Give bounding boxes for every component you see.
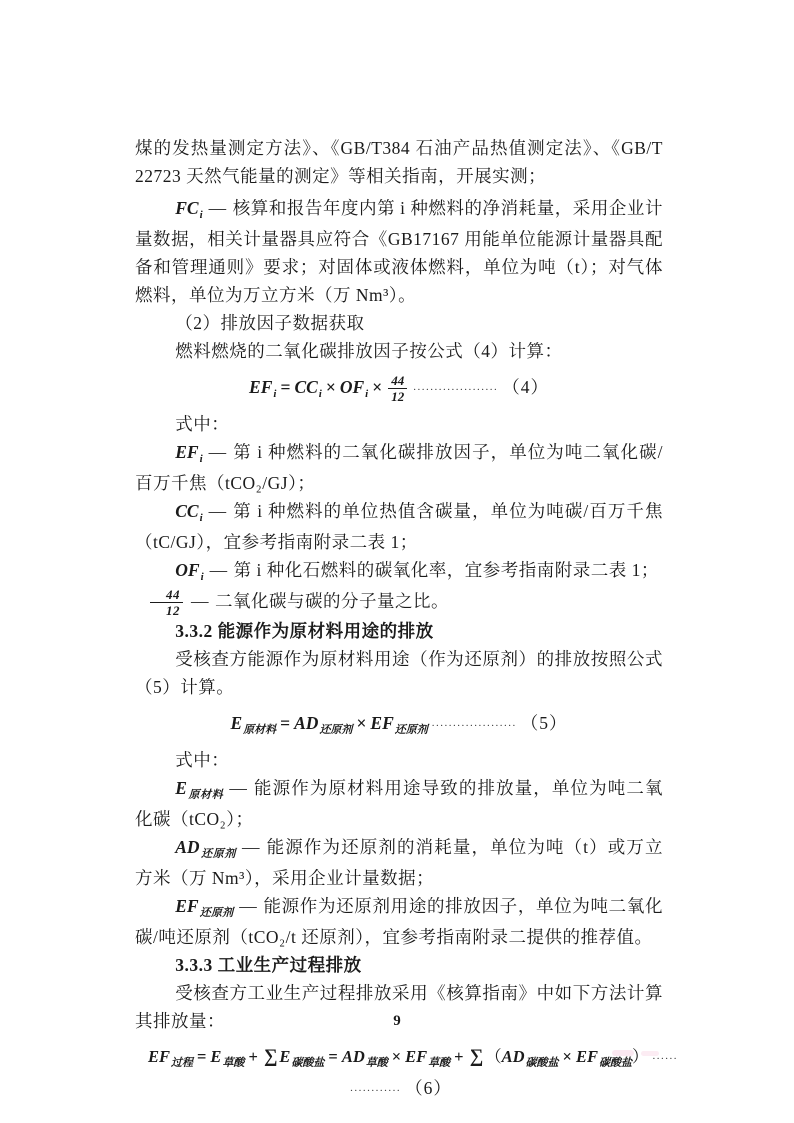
formula-6-line2	[135, 1074, 663, 1102]
formula-6-line1	[135, 1041, 678, 1074]
plus-operator: +	[454, 1047, 464, 1067]
em-dash: —	[209, 560, 228, 580]
variable-ef-reducer: $EF_{还原剂}$	[370, 713, 428, 737]
variable-e-oxalic: $E_{草酸}$	[210, 1047, 245, 1070]
paragraph-333-intro: 受核查方工业生产过程排放采用《核算指南》中如下方法计算其排放量：	[135, 983, 663, 1032]
page-number: 9	[393, 1013, 401, 1029]
definition-ratio-text: 二氧化碳与碳的分子量之比。	[215, 591, 449, 611]
em-dash: —	[229, 778, 248, 799]
definition-ad-reducer	[135, 833, 663, 892]
variable-ad-carbonate: $AD_{碳酸盐}$	[501, 1047, 559, 1070]
sigma-sum-icon: ∑	[263, 1046, 278, 1068]
formula-4-label: （4）	[502, 377, 549, 397]
definition-ad-text: 能源作为还原剂的消耗量，单位为吨（t）或万立方米（万 Nm³），采用企业计量数据；	[135, 837, 663, 889]
variable-of: $OF_i$	[175, 560, 204, 583]
variable-ef: $EF_i$	[249, 377, 277, 400]
variable-ef-reducer: $EF_{还原剂}$	[175, 896, 234, 920]
variable-fc-subscript: i	[199, 209, 203, 221]
paragraph-standards-continuation: 煤的发热量测定方法》、《GB/T384 石油产品热值测定法》、《GB/T 22723 天然气能量的测定》等相关指南，开展实测；	[135, 138, 663, 186]
variable-ef: $EF_i$	[175, 442, 203, 465]
heading-3-3-2: 3.3.2 能源作为原材料用途的排放	[175, 621, 434, 642]
em-dash: —	[239, 896, 258, 917]
equals-operator: =	[197, 1047, 207, 1067]
definition-ef	[135, 438, 663, 497]
dotted-leader: ............	[350, 1082, 402, 1095]
document-body	[135, 134, 678, 1104]
dotted-leader: ......	[652, 1050, 678, 1063]
variable-e-raw-material: $E_{原材料}$	[230, 713, 277, 737]
variable-fc: $FC_i$	[175, 198, 203, 221]
variable-ef-process: $EF_{过程}$	[148, 1047, 194, 1070]
formula-5-label: （5）	[520, 713, 568, 734]
definition-e-raw-material	[135, 774, 663, 833]
fraction-44-12: $\frac{44}{12}$	[150, 588, 183, 617]
formula-6-label: （6）	[405, 1078, 452, 1099]
variable-ad-oxalic: $AD_{草酸}$	[341, 1047, 388, 1070]
definition-ef-reducer	[135, 892, 663, 951]
paragraph-formula4-intro: 燃料燃烧的二氧化碳排放因子按公式（4）计算：	[175, 341, 563, 361]
scan-artifact	[641, 1051, 659, 1056]
fraction-44-12: $\frac{44}{12}$	[388, 374, 407, 403]
heading-3-3-3: 3.3.3 工业生产过程排放	[175, 955, 362, 976]
plus-operator: +	[248, 1047, 258, 1067]
variable-cc: $CC_i$	[294, 377, 322, 400]
dotted-leader: ....................	[431, 717, 517, 730]
definition-ef2-text: 能源作为还原剂用途的排放因子，单位为吨二氧化碳/吨还原剂（tCO₂/t 还原剂），宜参考指南附录二提供的推荐值。	[135, 896, 664, 948]
variable-ad-reducer: $AD_{还原剂}$	[175, 837, 237, 861]
em-dash: —	[242, 837, 261, 858]
variable-of: $OF_i$	[339, 377, 369, 400]
close-paren: ）	[631, 1047, 649, 1067]
definition-fc-text: 核算和报告年度内第 i 种燃料的净消耗量，采用企业计量数据，相关计量器具应符合《GB17167 用能单位能源计量器具配备和管理通则》要求；对固体或液体燃料，单位为吨（t）；对气体燃料，单位为万立方米（万 Nm³）。	[135, 198, 663, 305]
formula-4	[135, 372, 663, 405]
variable-e-raw-material: $E_{原材料}$	[175, 778, 224, 802]
multiply-operator: ×	[372, 377, 383, 397]
formula-5	[135, 708, 663, 741]
multiply-operator: ×	[356, 713, 367, 734]
definition-cc	[135, 497, 663, 556]
definition-of	[135, 556, 663, 587]
definition-of-text: 第 i 种化石燃料的碳氧化率，宜参考指南附录二表 1；	[233, 560, 659, 580]
multiply-operator: ×	[562, 1047, 572, 1067]
definition-fc	[135, 194, 663, 309]
definition-ef-text: 第 i 种燃料的二氧化碳排放因子，单位为吨二氧化碳/百万千焦（tCO₂/GJ）；	[135, 442, 663, 493]
em-dash: —	[208, 198, 227, 218]
variable-e-carbonate: $E_{碳酸盐}$	[279, 1047, 325, 1070]
definition-e-text: 能源作为原材料用途导致的排放量，单位为吨二氧化碳（tCO₂）；	[135, 778, 664, 830]
paragraph-332-intro: 受核查方能源作为原材料用途（作为还原剂）的排放按照公式（5）计算。	[135, 649, 663, 698]
definition-ratio-44-12	[135, 587, 663, 617]
variable-ef-oxalic: $EF_{草酸}$	[405, 1047, 451, 1070]
em-dash: —	[191, 591, 209, 611]
definition-cc-text: 第 i 种燃料的单位热值含碳量，单位为吨碳/百万千焦（tC/GJ），宜参考指南附录二表 1；	[135, 501, 663, 552]
dotted-leader: ....................	[413, 381, 499, 393]
paragraph-where-1: 式中：	[175, 414, 230, 434]
open-paren: （	[485, 1047, 502, 1067]
equals-operator: =	[280, 713, 291, 734]
scan-artifact	[612, 1050, 634, 1056]
multiply-operator: ×	[391, 1047, 402, 1067]
equals-operator: =	[328, 1047, 338, 1067]
em-dash: —	[208, 501, 227, 521]
heading-emission-factor-data: （2）排放因子数据获取	[175, 313, 365, 333]
variable-cc: $CC_i$	[175, 501, 203, 524]
sigma-sum-icon: ∑	[469, 1046, 484, 1068]
em-dash: —	[208, 442, 227, 462]
variable-ef-carbonate: $EF_{碳酸盐}$	[575, 1047, 632, 1070]
multiply-operator: ×	[325, 377, 336, 397]
equals-operator: =	[280, 377, 291, 397]
variable-ad-reducer: $AD_{还原剂}$	[294, 713, 353, 737]
paragraph-where-2: 式中：	[175, 750, 230, 771]
